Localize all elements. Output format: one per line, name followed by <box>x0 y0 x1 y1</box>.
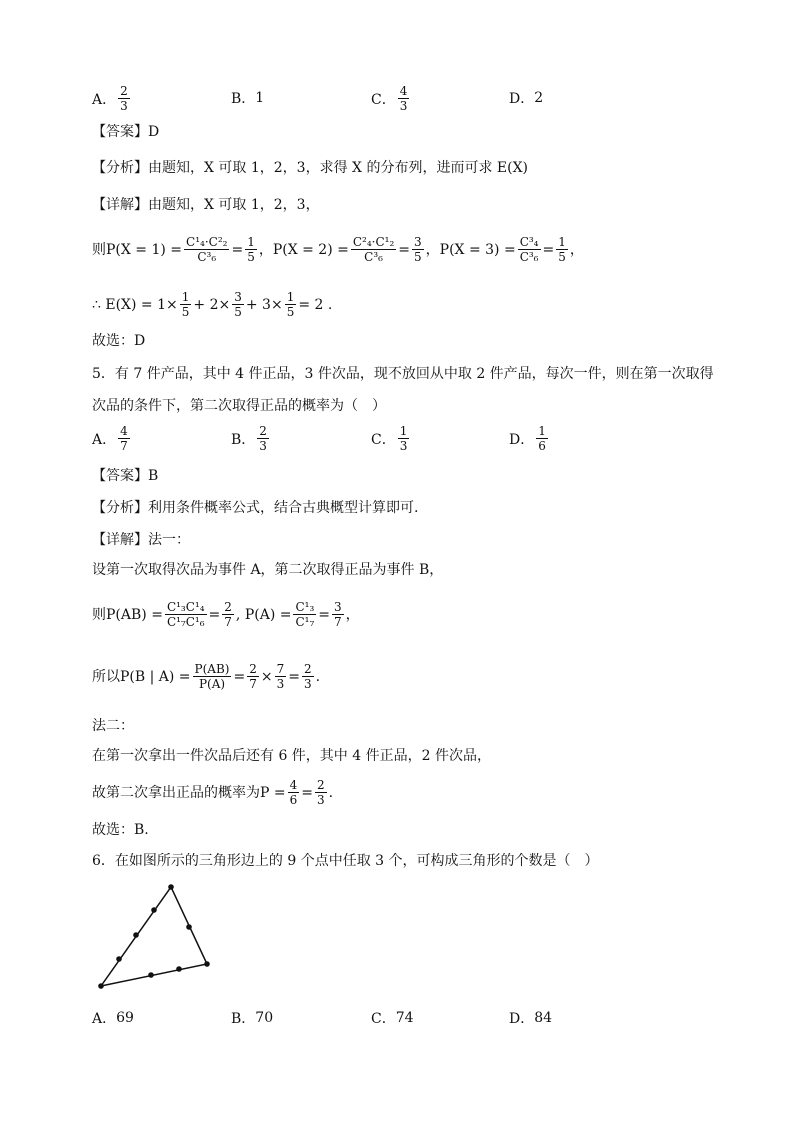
q6-option-c: C． 74 <box>371 1010 414 1027</box>
q5-answer: 【答案】B <box>92 468 159 484</box>
q4-expectation: ∴ E(X) = 1× $\frac{1}{5}$ + 2× $\frac{3}{5}$ + 3× $\frac{1}{5}$ = 2 . <box>92 290 333 319</box>
vertex-dot <box>204 961 210 967</box>
q6-option-b: B． 70 <box>231 1010 274 1027</box>
q4-analysis: 【分析】由题知，X 可取 1，2，3，求得 X 的分布列，进而可求 E(X) <box>92 160 529 176</box>
q6-option-a: A． 69 <box>92 1010 134 1027</box>
q4-distribution: 则 P(X = 1) = $\frac{\text{C¹₄·C²₂}}{\text{C³₆}}$ = $\frac{1}{5}$ ，P(X = 2) = $\frac{\text{C²₄·C¹₂}}{\text{C³₆}}$ = $\frac{3}{5}$ ，P(X = 3) = $\frac{\text{C³₄}}{\text{C³₆}}$ = $\frac{1}{5}$ ， <box>92 235 584 264</box>
q5-events: 设第一次取得次品为事件 A，第二次取得正品为事件 B， <box>92 562 444 578</box>
q4-answer: 【答案】D <box>92 124 160 140</box>
q5-option-a: A． $\frac{4}{7}$ <box>92 424 128 453</box>
q4-conclusion: 故选：D <box>92 333 146 349</box>
side-dot <box>176 966 182 972</box>
q4-option-d: D． 2 <box>509 90 544 107</box>
side-dot <box>133 932 139 938</box>
q6-option-d: D． 84 <box>509 1010 553 1027</box>
q5-method2-line1: 在第一次拿出一件次品后还有 6 件，其中 4 件正品，2 件次品， <box>92 748 491 764</box>
q5-option-c: C． $\frac{1}{3}$ <box>371 424 408 453</box>
q4-detail: 【详解】由题知，X 可取 1，2，3， <box>92 197 320 213</box>
side-dot <box>148 972 154 978</box>
q6-triangle-figure <box>90 878 230 998</box>
side-dot <box>186 924 192 930</box>
triangle-outline <box>101 887 207 986</box>
q5-method2: 法二： <box>92 718 134 734</box>
q6-stem: 6．在如图所示的三角形边上的 9 个点中任取 3 个，可构成三角形的个数是（ ） <box>92 853 599 869</box>
q4-option-a: A． $\frac{2}{3}$ <box>92 84 128 113</box>
q4-option-b: B． 1 <box>231 90 265 107</box>
q5-option-d: D． $\frac{1}{6}$ <box>509 424 546 453</box>
q5-pab: 则 P(AB) = $\frac{\text{C¹₃C¹₄}}{\text{C¹₇C¹₆}}$ = $\frac{2}{7}$ , P(A) = $\frac{\text{C¹₃}}{\text{C¹₇}}$ = $\frac{3}{7}$ ， <box>92 600 360 629</box>
q5-analysis: 【分析】利用条件概率公式，结合古典概型计算即可. <box>92 500 419 516</box>
q4-option-c: C． $\frac{4}{3}$ <box>371 84 408 113</box>
vertex-dot <box>168 884 174 890</box>
q5-detail: 【详解】法一： <box>92 532 190 548</box>
vertex-dot <box>98 983 104 989</box>
q5-stem-line2: 次品的条件下，第二次取得正品的概率为（ ） <box>92 398 386 414</box>
q5-option-b: B． $\frac{2}{3}$ <box>231 424 267 453</box>
q5-method2-result: 故第二次拿出正品的概率为 P = $\frac{4}{6}$ = $\frac{2}{3}$ . <box>92 778 334 807</box>
q5-conclusion: 故选：B. <box>92 822 149 838</box>
side-dot <box>116 956 122 962</box>
side-dot <box>151 907 157 913</box>
q5-stem-line1: 5．有 7 件产品，其中 4 件正品，3 件次品，现不放回从中取 2 件产品，每次一件，则在第一次取得 <box>92 366 714 382</box>
q5-conditional: 所以 P(B | A) = $\frac{P(AB)}{P(A)}$ = $\frac{2}{7}$ × $\frac{7}{3}$ = $\frac{2}{3}$ . <box>92 662 321 691</box>
